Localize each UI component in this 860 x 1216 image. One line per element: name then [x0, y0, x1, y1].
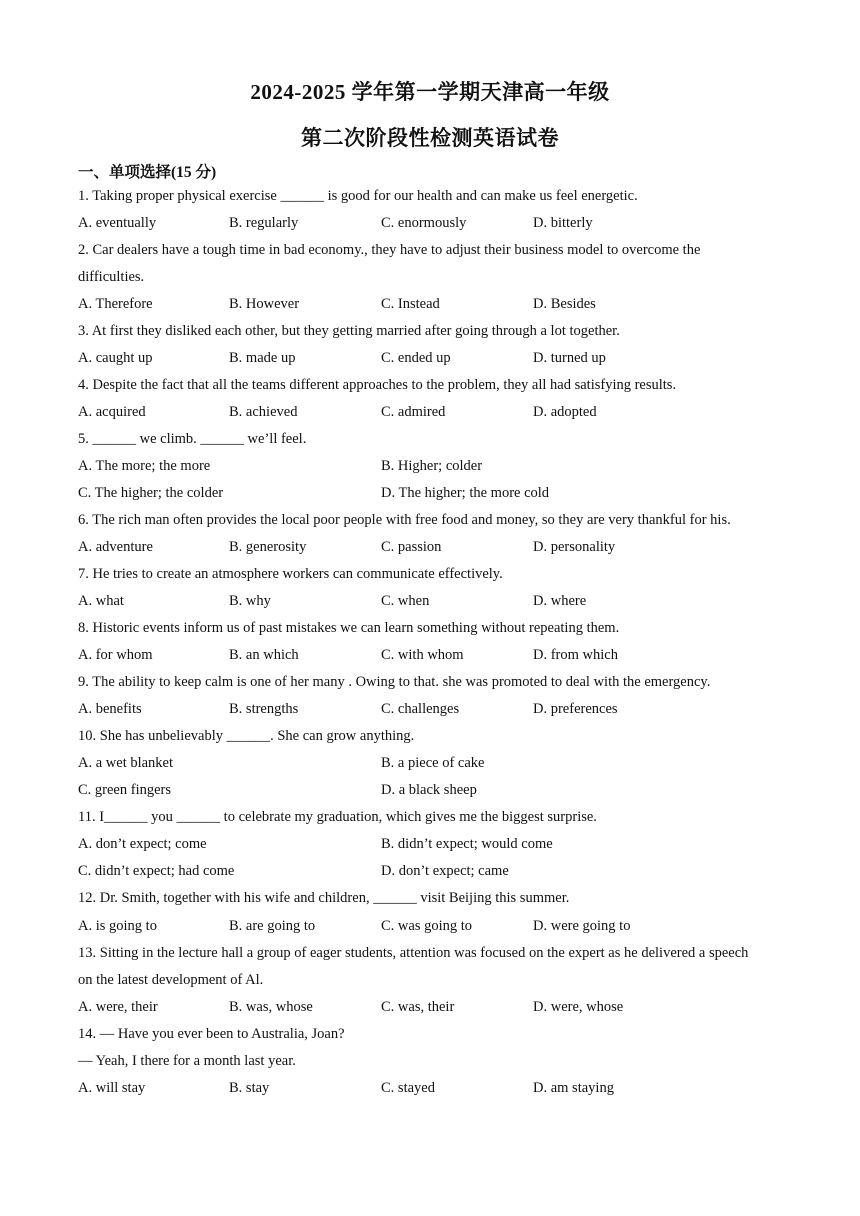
question-1-option-b: B. regularly — [229, 215, 299, 231]
section-heading: 一、单项选择(15 分) — [78, 164, 217, 181]
question-2-stem-cont: difficulties. — [78, 269, 145, 285]
exam-title-line1: 2024-2025 学年第一学期天津高一年级 — [250, 80, 610, 104]
question-9-option-a: A. benefits — [78, 701, 142, 717]
question-5-option-a: A. The more; the more — [78, 458, 211, 474]
question-4-option-d: D. adopted — [533, 404, 597, 420]
question-5-option-c: C. The higher; the colder — [78, 485, 224, 501]
question-14-option-d: D. am staying — [533, 1080, 614, 1096]
question-13-stem: 13. Sitting in the lecture hall a group of eager students, attention was focused on the expert as he delivered a speech — [78, 945, 749, 961]
question-8-stem: 8. Historic events inform us of past mistakes we can learn something without repeating them. — [78, 620, 620, 636]
question-8-option-c: C. with whom — [381, 647, 464, 663]
question-10-option-a: A. a wet blanket — [78, 755, 174, 771]
question-3-stem: 3. At first they disliked each other, but they getting married after going through a lot together. — [78, 323, 620, 339]
question-8-option-a: A. for whom — [78, 647, 153, 663]
question-13-stem-cont: on the latest development of Al. — [78, 972, 264, 988]
question-6-option-d: D. personality — [533, 539, 616, 555]
question-14-stem: 14. — Have you ever been to Australia, Joan? — [78, 1026, 345, 1042]
question-14-stem-reply: — Yeah, I there for a month last year. — [78, 1053, 296, 1069]
question-14-option-c: C. stayed — [381, 1080, 435, 1096]
question-1-option-a: A. eventually — [78, 215, 157, 231]
question-4-option-b: B. achieved — [229, 404, 298, 420]
question-2-option-b: B. However — [229, 296, 300, 312]
question-13-option-c: C. was, their — [381, 999, 455, 1015]
question-11-option-c: C. didn’t expect; had come — [78, 863, 235, 879]
question-11-option-d: D. don’t expect; came — [381, 863, 509, 879]
question-1-stem: 1. Taking proper physical exercise ______ is good for our health and can make us feel energetic. — [78, 188, 638, 204]
question-6-stem: 6. The rich man often provides the local poor people with free food and money, so they are very thankful for his. — [78, 512, 731, 528]
question-12-option-a: A. is going to — [78, 918, 157, 934]
question-13-option-b: B. was, whose — [229, 999, 313, 1015]
question-9-option-b: B. strengths — [229, 701, 299, 717]
question-3-option-a: A. caught up — [78, 350, 153, 366]
question-4-option-a: A. acquired — [78, 404, 146, 420]
question-2-stem: 2. Car dealers have a tough time in bad economy., they have to adjust their business model to overcome the — [78, 242, 701, 258]
question-14-option-a: A. will stay — [78, 1080, 146, 1096]
question-6-option-c: C. passion — [381, 539, 442, 555]
question-1-option-c: C. enormously — [381, 215, 467, 231]
question-13-option-a: A. were, their — [78, 999, 158, 1015]
question-3-option-c: C. ended up — [381, 350, 451, 366]
question-2-option-c: C. Instead — [381, 296, 440, 312]
question-5-stem: 5. ______ we climb. ______ we’ll feel. — [78, 431, 307, 447]
exam-title-line2: 第二次阶段性检测英语试卷 — [301, 126, 559, 150]
question-2-option-d: D. Besides — [533, 296, 596, 312]
question-12-stem: 12. Dr. Smith, together with his wife and children, ______ visit Beijing this summer. — [78, 890, 570, 906]
question-6-option-b: B. generosity — [229, 539, 307, 555]
question-10-option-b: B. a piece of cake — [381, 755, 485, 771]
question-11-stem: 11. I______ you ______ to celebrate my graduation, which gives me the biggest surprise. — [78, 809, 597, 825]
question-2-option-a: A. Therefore — [78, 296, 153, 312]
question-11-option-b: B. didn’t expect; would come — [381, 836, 553, 852]
question-12-option-b: B. are going to — [229, 918, 316, 934]
question-4-option-c: C. admired — [381, 404, 446, 420]
question-8-option-b: B. an which — [229, 647, 299, 663]
question-12-option-c: C. was going to — [381, 918, 473, 934]
question-3-option-b: B. made up — [229, 350, 296, 366]
question-12-option-d: D. were going to — [533, 918, 631, 934]
question-5-option-d: D. The higher; the more cold — [381, 485, 550, 501]
question-10-stem: 10. She has unbelievably ______. She can grow anything. — [78, 728, 415, 744]
question-8-option-d: D. from which — [533, 647, 618, 663]
question-9-stem: 9. The ability to keep calm is one of her many . Owing to that. she was promoted to deal with the emergency. — [78, 674, 711, 690]
question-10-option-d: D. a black sheep — [381, 782, 477, 798]
question-7-option-c: C. when — [381, 593, 430, 609]
question-3-option-d: D. turned up — [533, 350, 606, 366]
question-7-option-a: A. what — [78, 593, 124, 609]
question-9-option-c: C. challenges — [381, 701, 460, 717]
question-7-option-b: B. why — [229, 593, 271, 609]
question-10-option-c: C. green fingers — [78, 782, 172, 798]
question-14-option-b: B. stay — [229, 1080, 270, 1096]
question-7-stem: 7. He tries to create an atmosphere workers can communicate effectively. — [78, 566, 503, 582]
question-1-option-d: D. bitterly — [533, 215, 593, 231]
question-11-option-a: A. don’t expect; come — [78, 836, 207, 852]
question-5-option-b: B. Higher; colder — [381, 458, 483, 474]
question-7-option-d: D. where — [533, 593, 587, 609]
question-13-option-d: D. were, whose — [533, 999, 624, 1015]
question-9-option-d: D. preferences — [533, 701, 618, 717]
question-4-stem: 4. Despite the fact that all the teams different approaches to the problem, they all had satisfying results. — [78, 377, 677, 393]
question-6-option-a: A. adventure — [78, 539, 153, 555]
